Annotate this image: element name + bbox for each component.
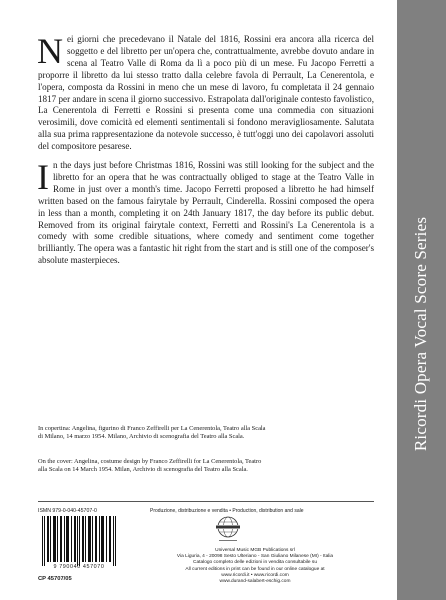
production-line: Produzione, distribuzione e vendita • Production, distribution and sale: [150, 508, 304, 514]
publisher-name: Universal Music MGB Publications srl: [215, 548, 295, 553]
cover-credit-english: On the cover: Angelina, costume design by Franco Zeffirelli for La Cenerentola, Teatro alla Scala on 14 March 1954. Milan, Archivio di scenografia del Teatro alla Scala.: [38, 458, 262, 474]
isbn-label: ISMN 979-0-040-45707-0: [38, 508, 97, 514]
italian-description: [37, 31, 374, 153]
catalogue-note-italian: Catalogo completo delle edizioni in vendita consultabile su: [193, 560, 317, 566]
publisher-website: www.ricordi.it • www.ricordi.com: [221, 572, 289, 578]
publisher-info: [150, 548, 360, 585]
italian-text: ei giorni che precedevano il Natale del 1816, Rossini era ancora alla ricerca del soggetto e del libretto per un'opera che, contrattualmente, avrebbe dovuto andare in scena al Teatro Valle di Roma da lì a poco più di un mese. Fu Jacopo Ferretti a proporre il libretto da lui stesso tratto dalla celebre favola di Perrault, La Cenerentola, e l'opera, composta da Rossini in meno che un mese di lavoro, fu completata il 24 gennaio 1817 per andare in scena il giorno successivo. Estrapolata dall'originale contesto favolistico, La Cenerentola di Ferretti e Rossini si presenta come una commedia con situazioni verosimili, dove comicità ed elementi sentimentali si fondono meravigliosamente. Salutata alla sua prima rappresentazione da notevole successo, è tutt'oggi uno dei capolavori assoluti del compositore pesarese.: [38, 34, 374, 152]
barcode-number: 9 790040 457070: [53, 564, 105, 570]
catalogue-note-english: All current editions in print can be found in our online catalogue at: [185, 566, 325, 572]
universal-globe-logo-icon: [210, 514, 246, 544]
series-title: Ricordi Opera Vocal Score Series: [411, 216, 430, 452]
english-description: [37, 157, 374, 267]
english-dropcap: I: [37, 157, 49, 197]
catalogue-code: CP 45707/05: [38, 576, 72, 582]
footer-divider: [38, 501, 374, 502]
publisher-address: Via Liguria, 4 - 20098 Sesto Ulteriano - San Giuliano Milanese (MI) - Italia: [176, 554, 334, 560]
publisher-website-2: www.durand-salabert-eschig.com: [219, 579, 291, 585]
series-spine: [397, 0, 446, 600]
italian-dropcap: N: [37, 31, 63, 71]
cover-credit-italian: In copertina: Angelina, figurino di Franco Zeffirelli per La Cenerentola, Teatro alla Scala di Milano, 14 marzo 1954. Milano, Archivio di scenografia del Teatro alla Scala.: [38, 425, 266, 441]
english-text: n the days just before Christmas 1816, Rossini was still looking for the subject and the libretto for an opera that he was contractually obliged to stage at the Teatro Valle in Rome in just over a month's time. Jacopo Ferretti proposed a libretto he had himself written based on the famous fairytale by Perrault, Cinderella. Rossini composed the opera in less than a month, completing it on 24th January 1817, the day before its public debut. Removed from its original fairytale context, Ferretti and Rossini's La Cenerentola is a comedy with some credible situations, where comedy and sentiment come together brilliantly. The opera was a fantastic hit right from the start and is still one of the composer's absolute masterpieces.: [38, 160, 374, 266]
barcode-icon: [40, 516, 118, 566]
